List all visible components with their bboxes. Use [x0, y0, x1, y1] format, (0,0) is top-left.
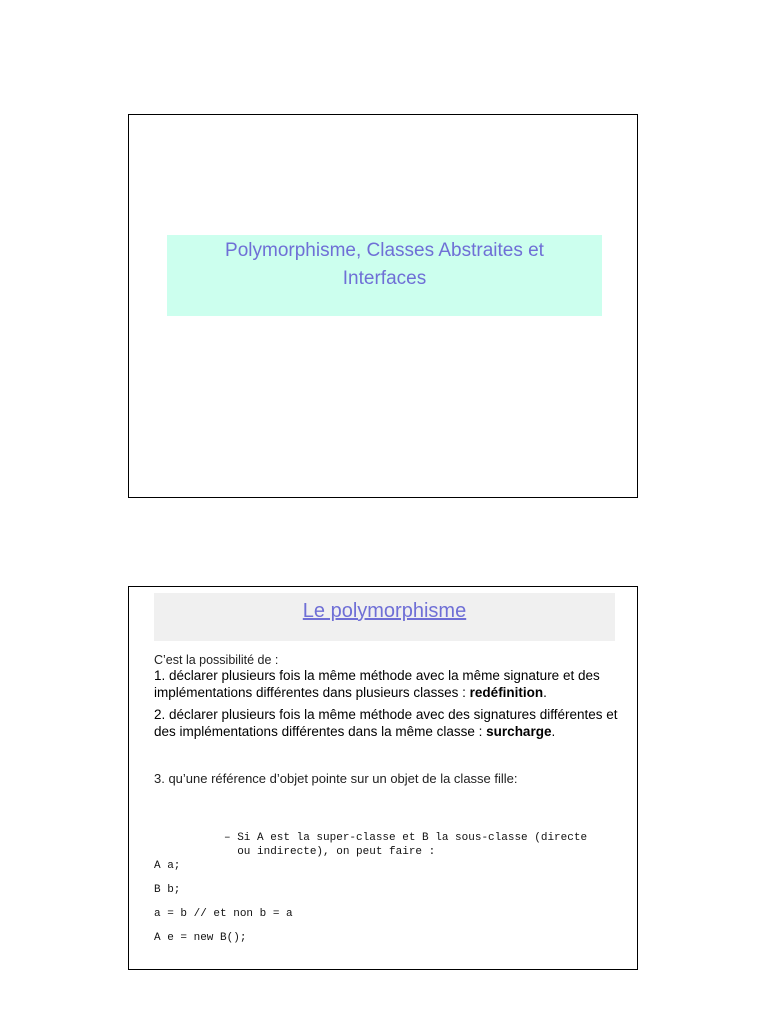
point-2-text: 2. déclarer plusieurs fois la même méthode avec des signatures différentes et des implémentations différentes dans la même classe : [154, 707, 618, 739]
code-note-line-1: – Si A est la super-classe et B la sous-classe (directe [224, 832, 588, 844]
point-1-end: . [543, 685, 547, 700]
title-box [167, 235, 602, 316]
code-note-line-2: ou indirecte), on peut faire : [224, 846, 436, 858]
point-1-bold: redéfinition [469, 685, 544, 700]
slide-title [128, 114, 638, 498]
slide-polymorphisme [128, 586, 638, 970]
code-line-3: a = b // et non b = a [154, 908, 293, 920]
code-line-2: B b; [154, 884, 181, 896]
slide-title-line-1: Polymorphisme, Classes Abstraites et [225, 240, 544, 261]
slide-title-line-2: Interfaces [342, 268, 427, 289]
intro-text: C’est la possibilité de : [154, 653, 279, 667]
point-2 [154, 706, 619, 740]
code-line-1: A a; [154, 860, 181, 872]
point-3: 3. qu’une référence d’objet pointe sur un objet de la classe fille: [154, 771, 518, 786]
point-1 [154, 667, 619, 701]
point-1-text: 1. déclarer plusieurs fois la même méthode avec la même signature et des implémentations différentes dans plusieurs classes : [154, 668, 600, 700]
slide-heading: Le polymorphisme [302, 600, 467, 622]
point-2-bold: surcharge [486, 724, 552, 739]
code-block [154, 831, 624, 945]
point-2-end: . [551, 724, 556, 739]
slide-body [154, 653, 619, 787]
code-line-4: A e = new B(); [154, 932, 247, 944]
title-box [154, 593, 615, 641]
